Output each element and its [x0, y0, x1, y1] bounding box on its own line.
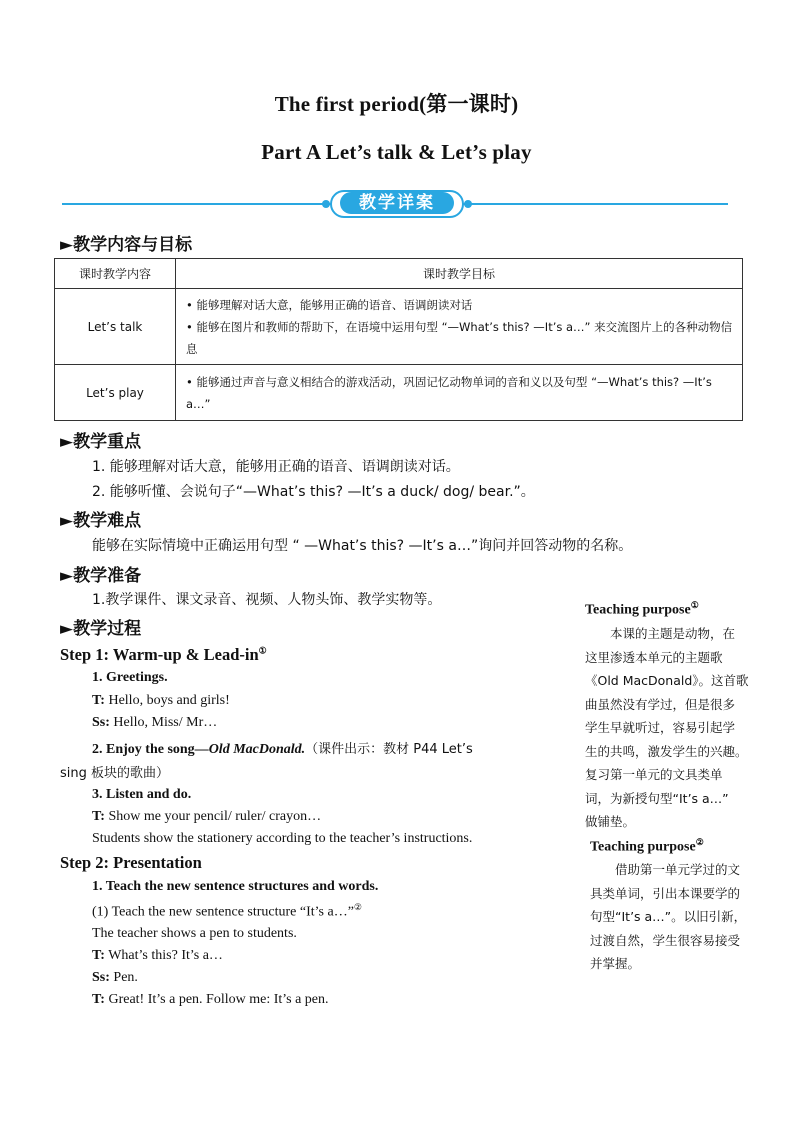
note-line: 《Old MacDonald》。这首歌	[585, 673, 749, 688]
table-header-goals: 课时教学目标	[176, 259, 743, 289]
table-header-content: 课时教学内容	[55, 259, 176, 289]
greetings-title: 1. Greetings.	[92, 670, 168, 685]
goal-bullet: • 能够在图片和教师的帮助下，在语境中运用句型 “—What’s this? —It’s a…” 来交流图片上的各种动物信息	[186, 319, 733, 356]
dialogue-text: Hello, Miss/ Mr…	[109, 715, 218, 730]
note-line: 生的共鸣，激发学生的兴趣。	[585, 743, 748, 759]
footnote-marker: ①	[258, 645, 267, 656]
listen-title: 3. Listen and do.	[92, 787, 192, 802]
song-note-cont: sing 板块的歌曲）	[60, 766, 170, 781]
speaker-label: T:	[92, 948, 105, 963]
teacher-action: The teacher shows a pen to students.	[92, 926, 297, 941]
section-process: ►教学过程	[60, 619, 142, 639]
teaching-purpose-label: Teaching purpose	[590, 839, 696, 855]
page-subtitle: Part A Let’s talk & Let’s play	[261, 140, 532, 164]
dialogue-line	[92, 992, 329, 1008]
dialogue-line	[92, 715, 217, 731]
note-line: 并掌握。	[590, 956, 641, 971]
dialogue-text: What’s this? It’s a…	[104, 948, 223, 963]
note-line: 词，为新授句型“It’s a…”	[585, 790, 729, 806]
banner-line-right	[462, 203, 728, 205]
note-line: 做铺垫。	[585, 814, 636, 829]
banner-line-left	[62, 203, 332, 205]
speaker-label: Ss:	[92, 970, 110, 985]
table-cell-goals	[176, 289, 743, 365]
goals-table	[54, 258, 743, 421]
teaching-purpose-1-heading	[585, 600, 699, 619]
banner-dot-left	[322, 200, 330, 208]
key-point-item: 1. 能够理解对话大意，能够用正确的语音、语调朗读对话。	[92, 459, 460, 475]
note-line: 过渡自然，学生很容易接受	[590, 932, 741, 948]
footnote-marker: ②	[695, 837, 704, 847]
step1-title-text: Step 1: Warm-up & Lead-in	[60, 645, 259, 664]
dialogue-line	[92, 809, 321, 825]
note-line: 具类单词，引出本课要学的	[590, 885, 741, 901]
table-row	[55, 365, 743, 421]
page-title: The first period(第一课时)	[274, 92, 519, 116]
dialogue-line	[92, 948, 223, 964]
dialogue-text: Hello, boys and girls!	[104, 693, 230, 708]
section-difficult-points: ►教学难点	[60, 511, 142, 531]
dialogue-line	[92, 970, 138, 986]
note-line: 本课的主题是动物，在	[585, 626, 736, 641]
footnote-marker: ②	[353, 902, 362, 912]
table-cell-content: Let’s talk	[55, 289, 176, 365]
note-line: 曲虽然没有学过，但是很多	[585, 696, 736, 712]
teaching-purpose-2-body	[590, 858, 766, 976]
dialogue-text: Pen.	[109, 970, 138, 985]
song-line	[92, 738, 542, 758]
dialogue-text: Show me your pencil/ ruler/ crayon…	[104, 809, 322, 824]
step2-title: Step 2: Presentation	[60, 853, 202, 872]
song-label: 2. Enjoy the song—	[92, 742, 209, 757]
speaker-label: T:	[92, 992, 105, 1007]
students-action: Students show the stationery according to the teacher’s instructions.	[92, 831, 473, 846]
section-content-goals: ►教学内容与目标	[60, 235, 193, 255]
note-line: 这里渗透本单元的主题歌	[585, 649, 723, 665]
difficult-text: 能够在实际情境中正确运用句型 “ —What’s this? —It’s a…”询问并回答动物的名称。	[92, 538, 633, 554]
dialogue-line	[92, 693, 230, 709]
section-key-points: ►教学重点	[60, 432, 142, 452]
footnote-marker: ①	[690, 600, 699, 610]
note-line: 借助第一单元学过的文	[590, 862, 741, 877]
table-header-row	[55, 259, 743, 289]
banner-label: 教学详案	[340, 192, 454, 214]
key-point-item: 2. 能够听懂、会说句子“—What’s this? —It’s a duck/ dog/ bear.”。	[92, 484, 535, 500]
sub-step	[92, 902, 362, 921]
teaching-purpose-2-heading	[590, 837, 704, 856]
preparation-text: 1.教学课件、课文录音、视频、人物头饰、教学实物等。	[92, 592, 442, 608]
speaker-label: Ss:	[92, 715, 110, 730]
table-cell-content: Let’s play	[55, 365, 176, 421]
speaker-label: T:	[92, 693, 105, 708]
sub-step-text: (1) Teach the new sentence structure “It’s a…”	[92, 904, 354, 920]
table-cell-goals	[176, 365, 743, 421]
banner-dot-right	[464, 200, 472, 208]
note-line: 学生早就听过，容易引起学	[585, 720, 736, 735]
song-name: Old MacDonald.	[208, 742, 306, 757]
goal-bullet: • 能够理解对话大意，能够用正确的语音、语调朗读对话	[186, 297, 473, 312]
note-line: 复习第一单元的文具类单	[585, 767, 723, 782]
table-row	[55, 289, 743, 365]
goal-bullet: • 能够通过声音与意义相结合的游戏活动，巩固记忆动物单词的音和义以及句型 “—What’s this? —It’s a…”	[186, 374, 712, 411]
speaker-label: T:	[92, 809, 105, 824]
note-line: 句型“It’s a…”。以旧引新，	[590, 909, 747, 924]
song-note: （课件出示：教材 P44 Let’s	[305, 742, 473, 757]
teaching-purpose-1-body	[585, 622, 761, 834]
dialogue-text: Great! It’s a pen. Follow me: It’s a pen.	[104, 992, 329, 1007]
teach-title: 1. Teach the new sentence structures and words.	[92, 879, 379, 894]
step1-title	[60, 645, 267, 665]
section-preparation: ►教学准备	[60, 566, 142, 586]
teaching-purpose-label: Teaching purpose	[585, 602, 691, 618]
